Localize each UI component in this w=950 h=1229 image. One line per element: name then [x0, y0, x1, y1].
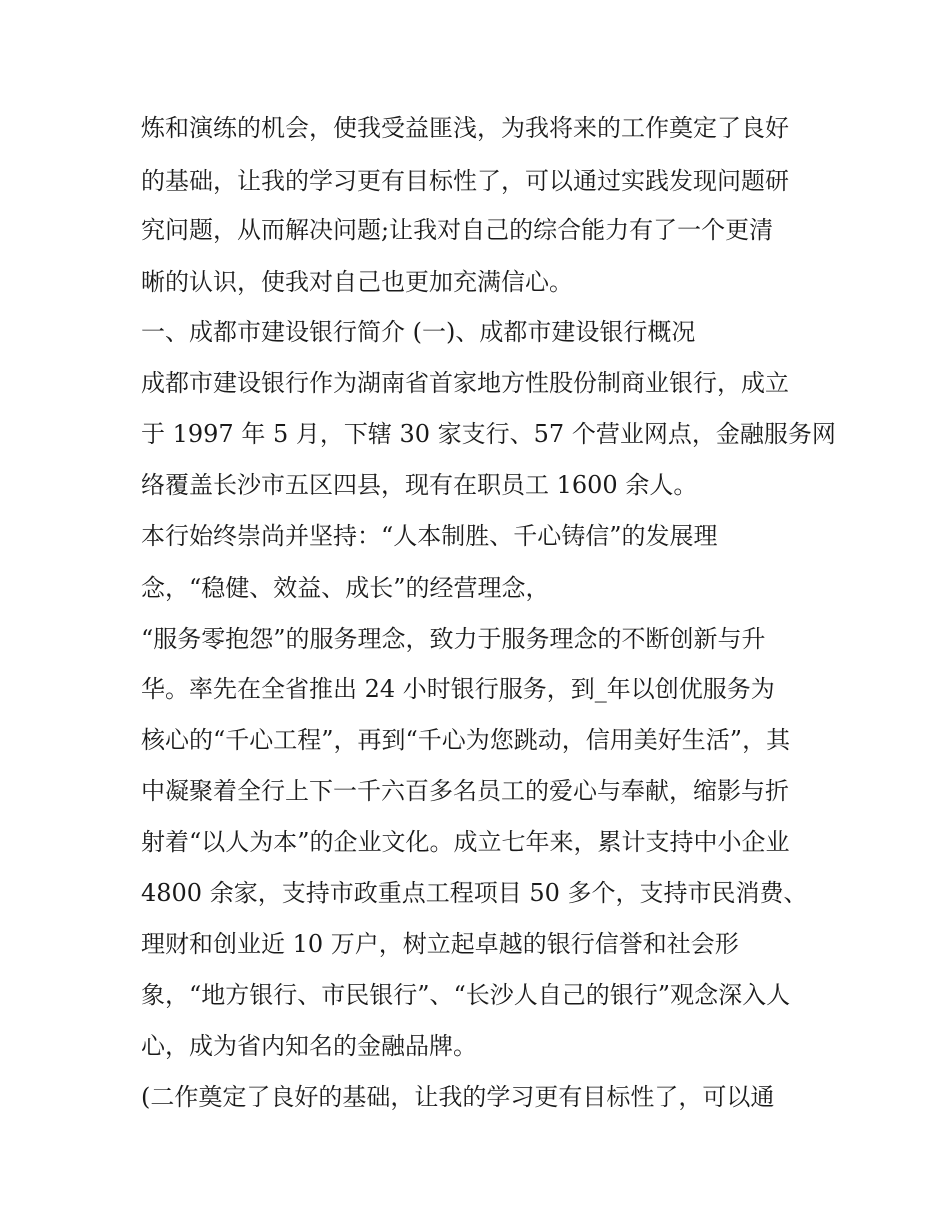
text-line: 理财和创业近 10 万户，树立起卓越的银行信誉和社会形	[141, 930, 739, 958]
text-line: 晰的认识，使我对自己也更加充满信心。	[141, 268, 573, 296]
text-line: 射着“以人为本”的企业文化。成立七年来，累计支持中小企业	[141, 828, 790, 856]
text-line: 念，“稳健、效益、成长”的经营理念，	[141, 574, 550, 602]
text-line: 华。率先在全省推出 24 小时银行服务，到_年以创优服务为	[141, 675, 775, 703]
text-line: (二作奠定了良好的基础，让我的学习更有目标性了，可以通	[141, 1083, 775, 1111]
text-line: 究问题，从而解决问题;让我对自己的综合能力有了一个更清	[141, 216, 774, 244]
text-line: 4800 余家，支持市政重点工程项目 50 多个，支持市民消费、	[141, 879, 808, 907]
section-heading: 一、成都市建设银行简介 (一)、成都市建设银行概况	[141, 318, 696, 346]
text-line: 本行始终崇尚并坚持：“人本制胜、千心铸信”的发展理	[141, 522, 718, 550]
text-line: 中凝聚着全行上下一千六百多名员工的爱心与奉献，缩影与折	[141, 777, 789, 805]
text-line: 炼和演练的机会，使我受益匪浅，为我将来的工作奠定了良好	[141, 114, 789, 142]
text-line: “服务零抱怨”的服务理念，致力于服务理念的不断创新与升	[141, 625, 766, 653]
text-line: 心，成为省内知名的金融品牌。	[141, 1032, 477, 1060]
text-line: 核心的“千心工程”，再到“千心为您跳动，信用美好生活”，其	[141, 726, 791, 754]
text-line: 成都市建设银行作为湖南省首家地方性股份制商业银行，成立	[141, 369, 789, 397]
text-line: 象，“地方银行、市民银行”、“长沙人自己的银行”观念深入人	[141, 981, 791, 1009]
text-line: 的基础，让我的学习更有目标性了，可以通过实践发现问题研	[141, 167, 789, 195]
text-line: 于 1997 年 5 月，下辖 30 家支行、57 个营业网点，金融服务网	[141, 420, 836, 448]
text-line: 络覆盖长沙市五区四县，现有在职员工 1600 余人。	[141, 471, 698, 499]
